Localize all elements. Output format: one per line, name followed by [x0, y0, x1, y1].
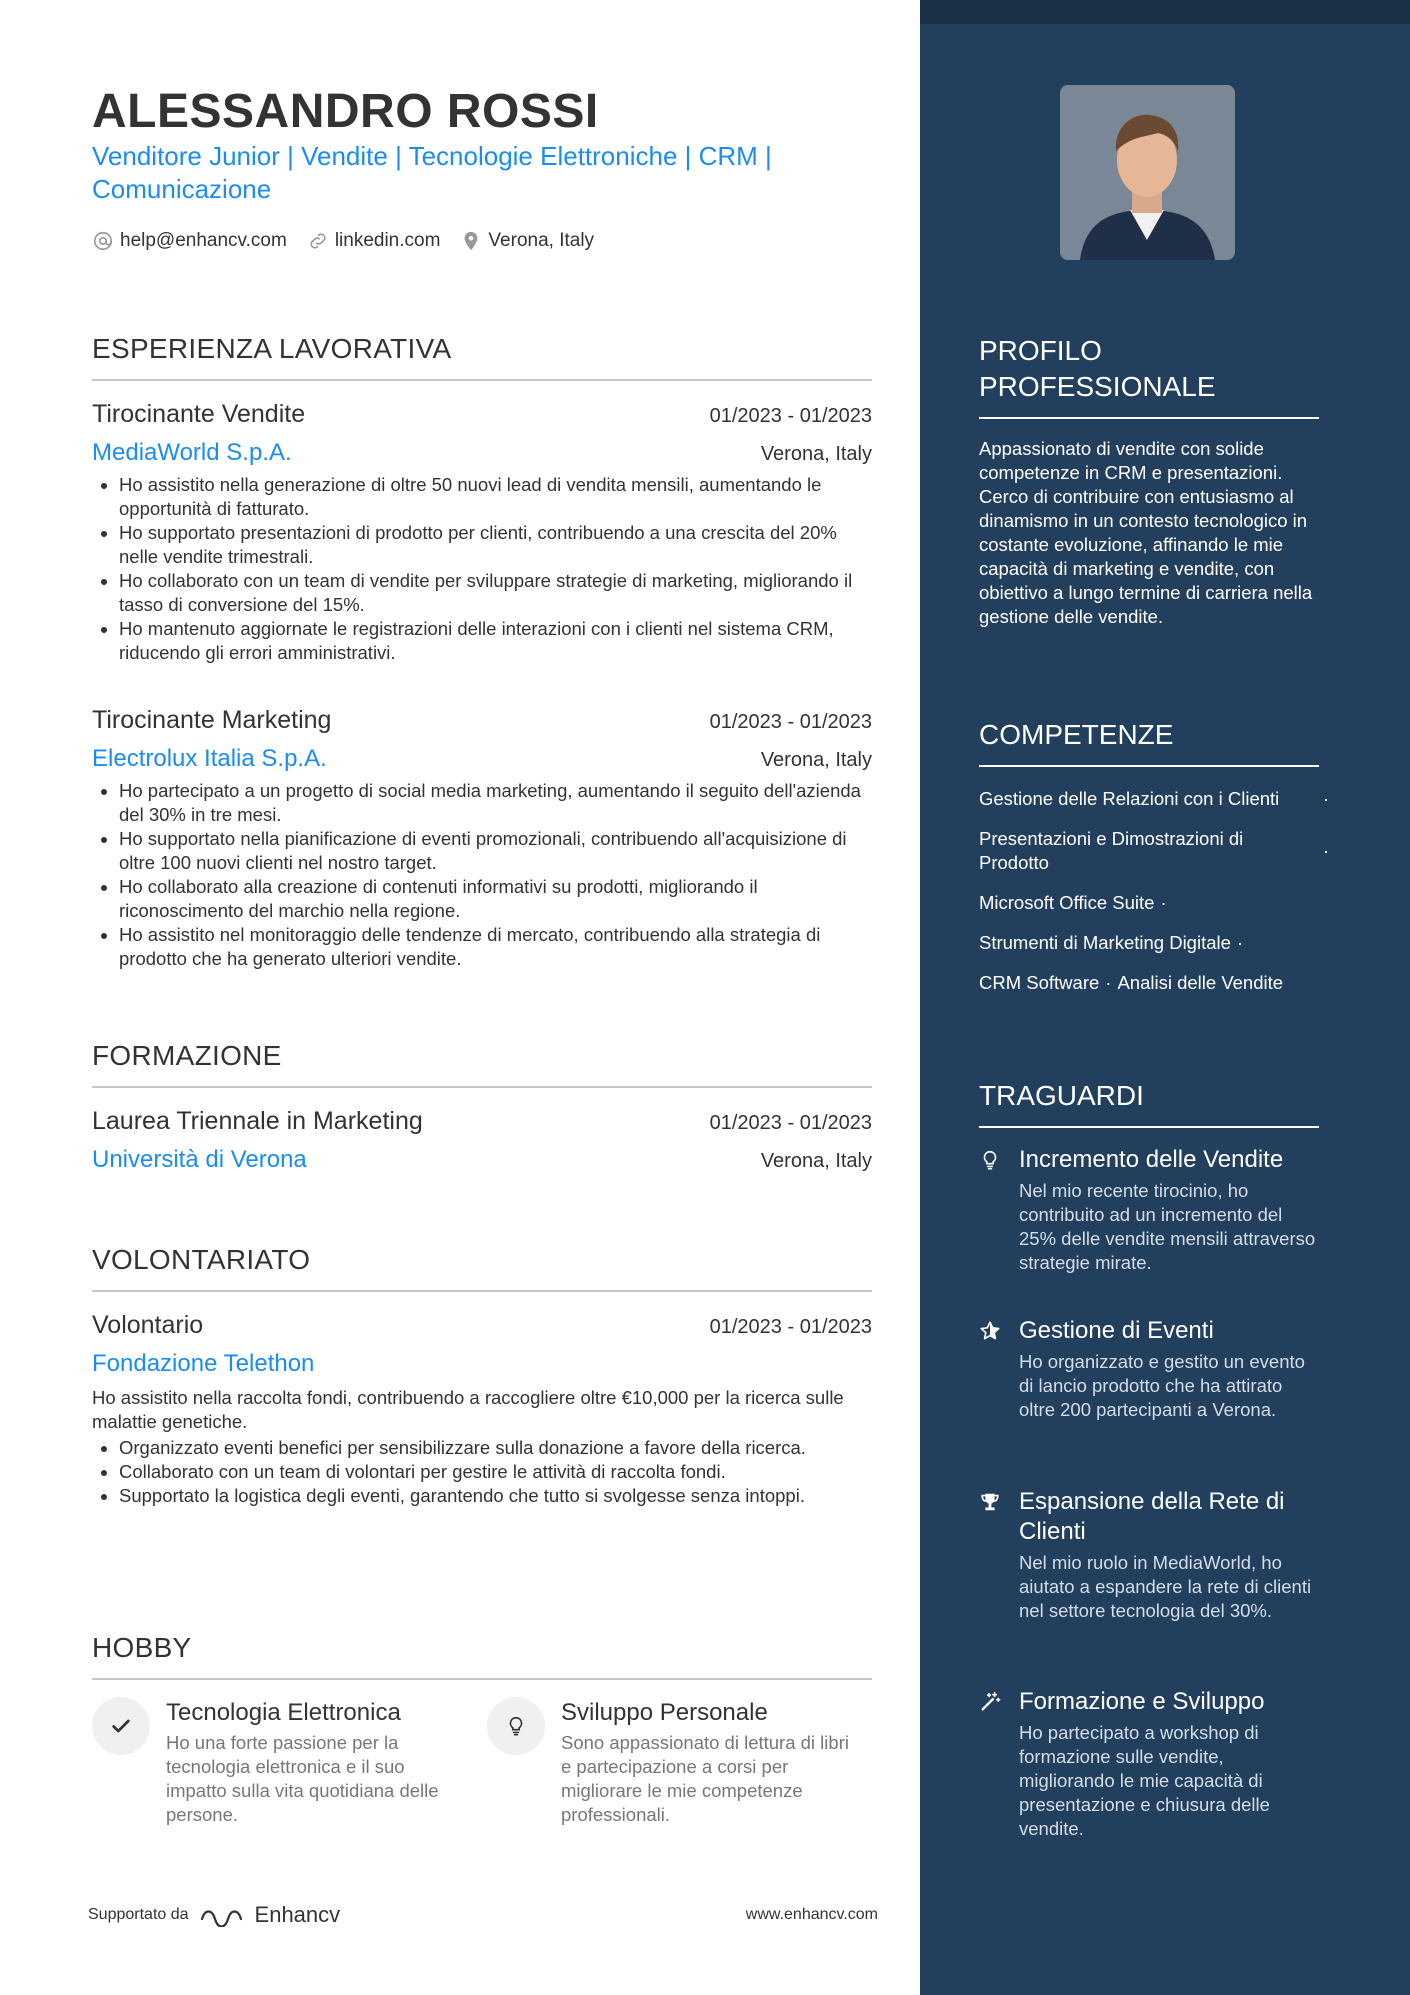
brand-logo[interactable] — [199, 1902, 341, 1928]
hobby-icon-wrap — [92, 1697, 150, 1755]
skill-separator: · — [1236, 932, 1244, 953]
skill-item: Presentazioni e Dimostrazioni di Prodotto — [979, 828, 1244, 873]
bullet: • Ho supportato nella pianificazione di eventi promozionali, contribuendo all'acquisizione di oltre 100 nuovi clienti nel nostro target. — [119, 827, 872, 875]
hobby-item — [92, 1697, 487, 1827]
bullet: • Ho collaborato con un team di vendite per sviluppare strategie di marketing, migliorando il tasso di conversione del 15%. — [119, 569, 872, 617]
organization-name: Fondazione Telethon — [92, 1350, 315, 1377]
section-title-volunteering: VOLONTARIATO — [92, 1244, 872, 1292]
contact-email[interactable] — [92, 230, 287, 252]
achievement-description: Ho partecipato a workshop di formazione sulle vendite, migliorando le mie capacità di presentazione e chiusura delle vendite. — [1019, 1722, 1270, 1839]
website-link[interactable]: www.enhancv.com — [745, 1906, 878, 1923]
company-name: Electrolux Italia S.p.A. — [92, 745, 327, 772]
job-location: Verona, Italy — [760, 443, 872, 465]
job-location: Verona, Italy — [760, 749, 872, 771]
at-icon — [92, 230, 114, 252]
contact-email-text: help@enhancv.com — [120, 230, 287, 251]
achievement-item — [979, 1687, 1339, 1841]
skill-item: Microsoft Office Suite — [979, 892, 1155, 913]
skill-separator: · — [1105, 972, 1112, 993]
check-icon — [110, 1715, 132, 1737]
section-title-skills: COMPETENZE — [979, 717, 1319, 767]
skill-row — [979, 971, 1329, 995]
contact-bar — [92, 230, 594, 252]
bullet: • Ho mantenuto aggiornate le registrazioni delle interazioni con i clienti nel sistema CRM, riducendo gli errori amministrativi. — [119, 617, 872, 665]
bullet: • Ho collaborato alla creazione di contenuti informativi su prodotti, migliorando il riconoscimento del marchio nella regione. — [119, 875, 872, 923]
experience-entry — [92, 706, 872, 971]
footer — [88, 1902, 878, 1928]
volunteer-role: Volontario — [92, 1311, 204, 1339]
achievement-title: Incremento delle Vendite — [1019, 1146, 1284, 1173]
achievement-item — [979, 1487, 1339, 1623]
powered-by-label: Supportato da — [88, 1906, 189, 1923]
achievement-title: Formazione e Sviluppo — [1019, 1688, 1265, 1715]
school-name: Università di Verona — [92, 1146, 307, 1173]
magic-wand-icon — [979, 1691, 1001, 1713]
hobby-title: Sviluppo Personale — [561, 1699, 768, 1726]
star-icon — [979, 1320, 1001, 1342]
volunteer-dates: 01/2023 - 01/2023 — [709, 1316, 872, 1338]
hobby-description: Ho una forte passione per la tecnologia elettronica e il suo impatto sulla vita quotidiana delle persone. — [166, 1732, 439, 1825]
skill-row — [979, 891, 1329, 915]
skill-separator: · — [1160, 892, 1167, 913]
skill-separator: · — [1322, 788, 1329, 809]
achievement-description: Nel mio recente tirocinio, ho contribuito ad un incremento del 25% delle vendite mensili attraverso strategie mirate. — [1019, 1180, 1316, 1273]
headline: Venditore Junior | Vendite | Tecnologie Elettroniche | CRM | Comunicazione — [92, 141, 772, 204]
job-bullets — [92, 779, 872, 971]
enhancv-logo-icon — [199, 1903, 247, 1927]
bullet: • Ho supportato presentazioni di prodotto per clienti, contribuendo a una crescita del 20% nelle vendite trimestrali. — [119, 521, 872, 569]
job-dates: 01/2023 - 01/2023 — [709, 711, 872, 733]
company-name: MediaWorld S.p.A. — [92, 439, 292, 466]
achievement-item — [979, 1316, 1339, 1422]
education-location: Verona, Italy — [760, 1150, 872, 1172]
job-title: Tirocinante Vendite — [92, 400, 306, 428]
skills-list — [979, 787, 1329, 1011]
volunteer-bullets — [92, 1436, 872, 1508]
skill-item: CRM Software — [979, 972, 1100, 993]
section-title-profile: PROFILO PROFESSIONALE — [979, 333, 1319, 419]
job-title: Tirocinante Marketing — [92, 706, 332, 734]
section-title-hobbies: HOBBY — [92, 1632, 872, 1680]
achievement-title: Espansione della Rete di Clienti — [1019, 1488, 1285, 1545]
achievement-description: Nel mio ruolo in MediaWorld, ho aiutato a espandere la rete di clienti nel settore tecnologia del 30%. — [1019, 1552, 1312, 1621]
bullet: • Ho assistito nel monitoraggio delle tendenze di mercato, contribuendo alla strategia di prodotto che ha generato ulteriori vendite. — [119, 923, 872, 971]
hobby-title: Tecnologia Elettronica — [166, 1699, 401, 1726]
contact-linkedin-text: linkedin.com — [334, 230, 441, 251]
contact-linkedin[interactable] — [307, 230, 441, 252]
profile-summary: Appassionato di vendite con solide competenze in CRM e presentazioni. Cerco di contribuire con entusiasmo al dinamismo in un contesto tecnologico in costante evoluzione, affinando le mie capacità di marketing e vendite, con obiettivo a lungo termine di carriera nella gestione delle vendite. — [979, 438, 1313, 627]
skill-row — [979, 931, 1329, 955]
achievement-title: Gestione di Eventi — [1019, 1317, 1214, 1344]
bullet: • Ho partecipato a un progetto di social media marketing, aumentando il seguito dell'azienda del 30% in tre mesi. — [119, 779, 872, 827]
skill-row — [979, 787, 1329, 811]
link-icon — [307, 230, 329, 252]
achievement-description: Ho organizzato e gestito un evento di lancio prodotto che ha attirato oltre 200 partecipanti a Verona. — [1019, 1351, 1305, 1420]
lightbulb-icon — [979, 1149, 1001, 1171]
contact-location — [460, 230, 594, 252]
skill-row — [979, 827, 1329, 875]
skill-item: Gestione delle Relazioni con i Clienti — [979, 788, 1280, 809]
experience-entry — [92, 400, 872, 665]
hobbies-list — [92, 1697, 882, 1827]
volunteering-entry — [92, 1311, 872, 1508]
brand-name: Enhancv — [254, 1902, 341, 1927]
achievement-item — [979, 1145, 1339, 1275]
job-bullets — [92, 473, 872, 665]
sidebar — [920, 0, 1410, 1995]
section-title-experience: ESPERIENZA LAVORATIVA — [92, 333, 872, 381]
bullet: • Collaborato con un team di volontari per gestire le attività di raccolta fondi. — [119, 1460, 872, 1484]
skill-item: Analisi delle Vendite — [1117, 972, 1284, 993]
trophy-icon — [979, 1491, 1001, 1513]
section-title-achievements: TRAGUARDI — [979, 1078, 1319, 1128]
bullet: • Organizzato eventi benefici per sensibilizzare sulla donazione a favore della ricerca. — [119, 1436, 872, 1460]
bullet: • Supportato la logistica degli eventi, garantendo che tutto si svolgesse senza intoppi. — [119, 1484, 872, 1508]
hobby-icon-wrap — [487, 1697, 545, 1755]
bullet: • Ho assistito nella generazione di oltre 50 nuovi lead di vendita mensili, aumentando le opportunità di fatturato. — [119, 473, 872, 521]
education-dates: 01/2023 - 01/2023 — [709, 1112, 872, 1134]
sidebar-top-band — [920, 0, 1410, 24]
volunteer-description: Ho assistito nella raccolta fondi, contribuendo a raccogliere oltre €10,000 per la ricerca sulle malattie genetiche. — [92, 1387, 844, 1432]
lightbulb-icon — [505, 1715, 527, 1737]
location-pin-icon — [460, 230, 482, 252]
hobby-description: Sono appassionato di lettura di libri e partecipazione a corsi per migliorare le mie competenze professionali. — [561, 1732, 849, 1825]
avatar — [1060, 85, 1235, 260]
hobby-item — [487, 1697, 882, 1827]
contact-location-text: Verona, Italy — [488, 230, 595, 251]
degree: Laurea Triennale in Marketing — [92, 1107, 423, 1135]
job-dates: 01/2023 - 01/2023 — [709, 405, 872, 427]
skill-item: Strumenti di Marketing Digitale — [979, 932, 1231, 953]
section-title-education: FORMAZIONE — [92, 1040, 872, 1088]
profile-photo — [1060, 85, 1235, 260]
candidate-name: ALESSANDRO ROSSI — [92, 85, 599, 138]
education-entry — [92, 1107, 872, 1174]
skill-separator: · — [1322, 840, 1329, 861]
